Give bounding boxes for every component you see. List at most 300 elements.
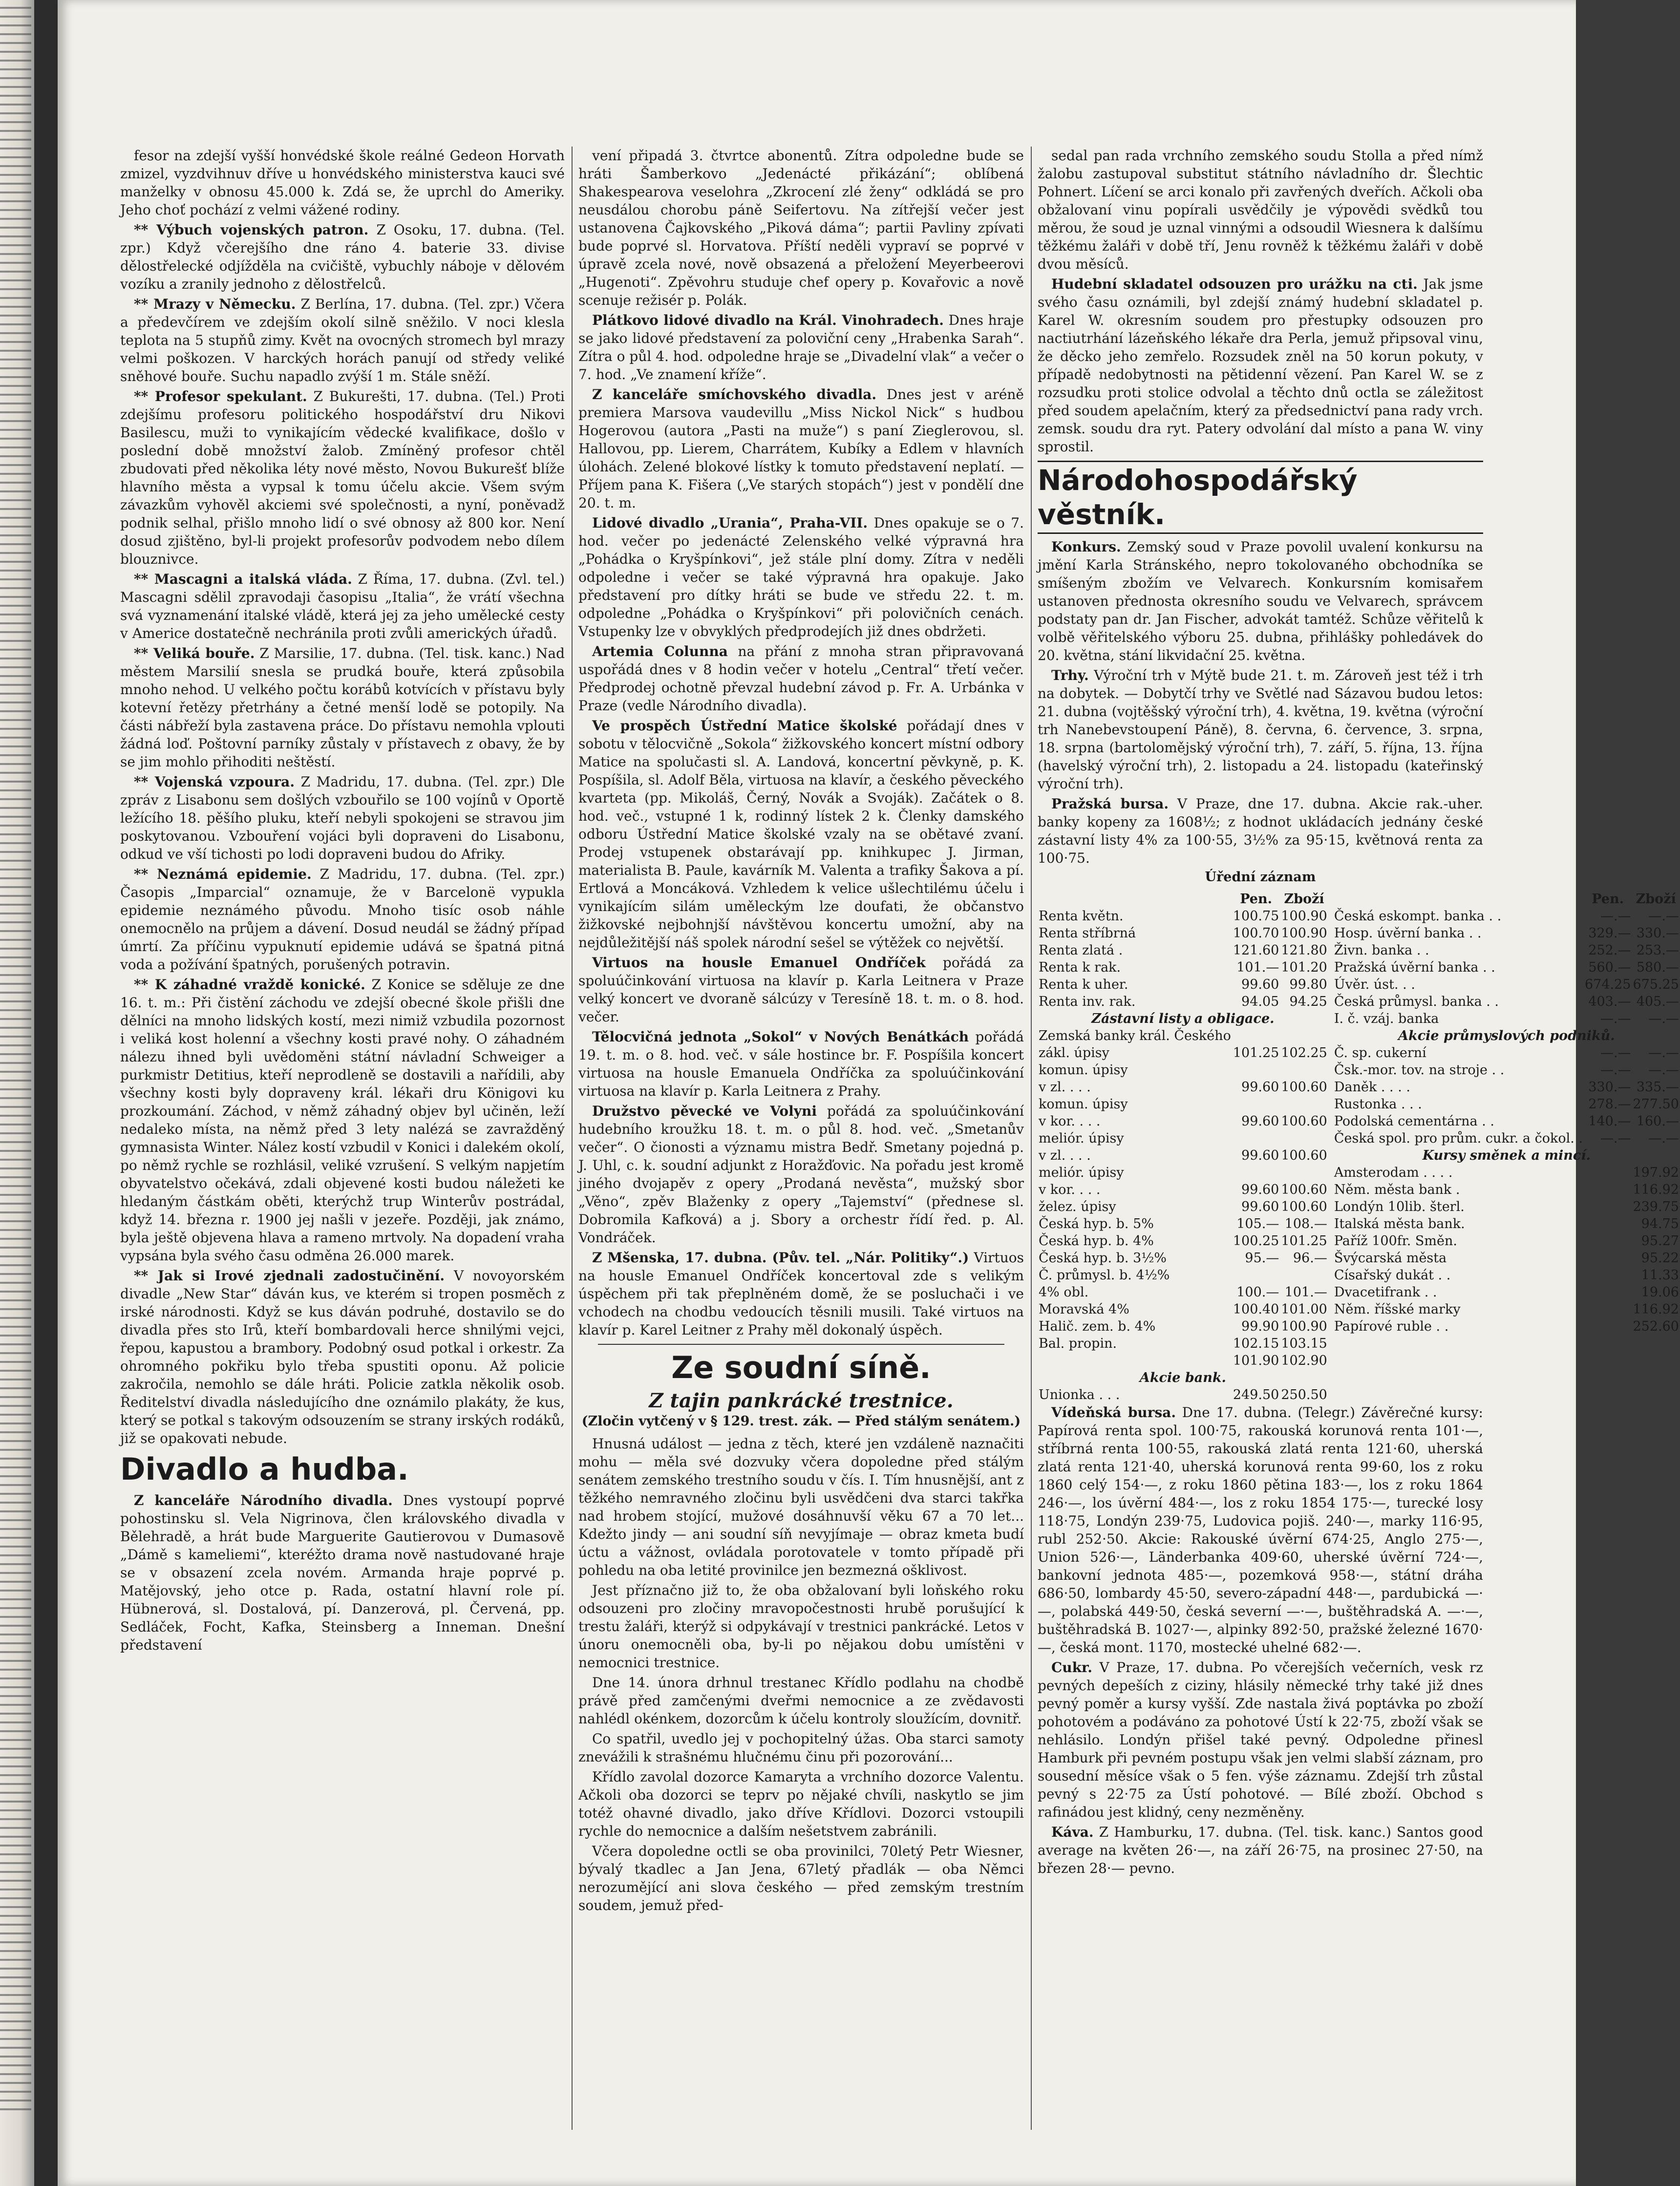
bursa-category: Zástavní listy a obligace. bbox=[1091, 1011, 1275, 1026]
previous-page-text-line bbox=[0, 913, 31, 914]
article-paragraph bbox=[1038, 1823, 1483, 1877]
bursa-tables bbox=[1038, 891, 1679, 1403]
newspaper-page bbox=[58, 0, 1679, 2186]
bursa-cell-zbozi: 116.92 bbox=[1633, 1182, 1679, 1197]
previous-page-text-line bbox=[0, 200, 31, 202]
bursa-header-row bbox=[1038, 891, 1328, 908]
previous-page-text-line bbox=[0, 745, 31, 747]
previous-page-text-line bbox=[0, 1880, 31, 1882]
previous-page-text-line bbox=[0, 42, 31, 44]
bursa-cell-name: Zemská banky král. Českého bbox=[1039, 1028, 1231, 1043]
previous-page-text-line bbox=[0, 1792, 31, 1794]
paragraph-text: Zemský soud v Praze povolil uvalení konkursu na jmění Karla Stránského, nepro tokolovaného obchodníka se smíšeným zbožím ve Velvarech. Konkursním komisařem ustanoven přednosta okresního soudu ve Velvarech, správcem podstaty pan dr. Jan Fischer, advokát tamtéž. Schůze věřitelů k volbě věřitelského výboru 25. dubna, přihlášky pohledávek do 20. května, stání likvidační 25. května. bbox=[1038, 539, 1483, 663]
bursa-cell-zbozi bbox=[1280, 1164, 1328, 1181]
bursa-cell-pen: 100.— bbox=[1236, 1285, 1279, 1300]
bursa-cell-pen: 95.— bbox=[1245, 1251, 1279, 1266]
bursa-cell-name: Pražská úvěrní banka . . bbox=[1334, 960, 1495, 975]
bursa-row bbox=[1038, 1352, 1328, 1369]
previous-page-text-line bbox=[0, 394, 31, 396]
bursa-cell-name: Renta zlatá . bbox=[1039, 943, 1123, 958]
bursa-row bbox=[1333, 942, 1680, 959]
bursa-cell-name: Něm. říšské marky bbox=[1334, 1302, 1461, 1317]
previous-page-text-line bbox=[0, 1308, 31, 1310]
previous-page-text-line bbox=[0, 1132, 31, 1134]
bursa-cell-pen bbox=[1584, 1164, 1632, 1181]
bursa-row bbox=[1038, 1061, 1328, 1079]
previous-page-text-line bbox=[0, 948, 31, 950]
bursa-cell-name bbox=[1038, 1352, 1232, 1369]
previous-page-text-line bbox=[0, 1273, 31, 1275]
bursa-cell-pen: 674.25 bbox=[1584, 977, 1631, 992]
article-paragraph: Hnusná událost — jedna z těch, které jen vzdáleně naznačiti mohu — měla své dozvuky včera dopoledne před stálým senátem zemského trestního soudu v čís. I. Tím hnusnější, ant z těžkého nemravného zločinu byli usvědčeni dva starci takřka nad hrobem stojící, mužové dosáhnuvší věku 67 a 70 let... Kdežto jindy — ani soudní síň nevyjímaje — obraz kmeta budí úctu a vážnost, ovládala porotovatele v tomto případě při pohledu na oba letité provinilce jen bezmezná ošklivost. bbox=[578, 1436, 1024, 1578]
bursa-cell-name: Podolská cementárna . . bbox=[1334, 1114, 1494, 1129]
paragraph-lead: Hudební skladatel odsouzen pro urážku na cti. bbox=[1051, 276, 1418, 292]
paragraph-text: Z Madridu, 17. dubna. (Tel. zpr.) Dle zpráv z Lisabonu sem došlých vzbouřilo se 100 vojínů v Oportě ležícího 18. pěšího pluku, kteří nebyli spokojeni se stravou jim poskytovanou. Vzbouření vojáci byli dopraveni do Lisabonu, odkud ve vší tichosti po lodi dopraveni budou do Afriky. bbox=[120, 774, 565, 862]
previous-page-text-line bbox=[0, 446, 31, 448]
previous-page-text-line bbox=[0, 1625, 31, 1627]
previous-page-text-line bbox=[0, 1590, 31, 1592]
previous-page-text-line bbox=[0, 121, 31, 123]
previous-page-text-line bbox=[0, 1510, 31, 1512]
bursa-cell-zbozi: 94.25 bbox=[1289, 994, 1327, 1009]
bursa-cell-zbozi: 675.25 bbox=[1633, 977, 1679, 992]
paragraph-text: Z Říma, 17. dubna. (Zvl. tel.) Mascagni sdělil zpravodaji časopisu „Italia“, že vrátí všechna svá vyznamenání italské vládě, která jej za jeho umělecké cesty v Americe dostatečně nechránila proti zvůli amerických úřadů. bbox=[120, 571, 565, 641]
bursa-row bbox=[1038, 1232, 1328, 1250]
previous-page-text-line bbox=[0, 1607, 31, 1609]
previous-page-text-line bbox=[0, 1431, 31, 1433]
previous-page-text-line bbox=[0, 262, 31, 264]
previous-page-text-line bbox=[0, 490, 31, 492]
article-paragraph bbox=[120, 295, 565, 385]
previous-page-text-line bbox=[0, 781, 31, 783]
previous-page-text-line bbox=[0, 1502, 31, 1504]
previous-page-text-line bbox=[0, 1519, 31, 1521]
paragraph-text: na přání z mnoha stran připravovaná uspořádá dnes v 8 hodin večer v hotelu „Central“ třetí večer. Předprodej ochotně převzal hudební závod p. Fr. A. Urbánka v Praze (vedle Národního divadla). bbox=[578, 643, 1024, 714]
bursa-row bbox=[1038, 1027, 1328, 1044]
previous-page-text-line bbox=[0, 1774, 31, 1776]
paragraph-text: Z Hamburku, 17. dubna. (Tel. tisk. kanc.) Santos good average na květen 26·—, na září 26·75, na prosinec 27·50, na březen 28·— pevno. bbox=[1038, 1824, 1483, 1876]
previous-page-text-line bbox=[0, 1572, 31, 1574]
bursa-cell-name: Dvacetifrank . . bbox=[1334, 1285, 1437, 1300]
article-paragraph bbox=[1038, 1658, 1483, 1821]
bursa-cell-name: Moravská 4% bbox=[1039, 1302, 1129, 1317]
previous-page-text-line bbox=[0, 886, 31, 888]
bursa-cell-pen: 99.60 bbox=[1241, 1182, 1279, 1197]
bursa-cell-zbozi bbox=[1280, 1027, 1328, 1044]
previous-page-text-line bbox=[0, 1669, 31, 1671]
bursa-cell-pen: 330.— bbox=[1588, 1080, 1631, 1095]
paragraph-lead: ** Mascagni a italská vláda. bbox=[134, 571, 352, 587]
bursa-row bbox=[1038, 1198, 1328, 1215]
previous-page-text-line bbox=[0, 1264, 31, 1266]
paragraph-text: Z Berlína, 17. dubna. (Tel. zpr.) Včera a předevčírem ve zdejším okolí silně sněžilo. V noci klesla teplota na 5 stupňů zimy. Květ na ovocných stromech byl mrazy velmi poškozen. V harckých horách panují od středy veliké sněhové bouře. Suchu napadlo zvýší 1 m. Stále sněží. bbox=[120, 296, 565, 384]
bursa-cell-pen bbox=[1584, 1267, 1632, 1284]
previous-page-text-line bbox=[0, 701, 31, 703]
previous-page-text-line bbox=[0, 772, 31, 774]
previous-page-text-line bbox=[0, 534, 31, 536]
article-paragraph bbox=[120, 644, 565, 771]
bursa-cell-name: Č. sp. cukerní bbox=[1334, 1045, 1426, 1061]
bursa-cell-name: Císařský dukát . . bbox=[1334, 1268, 1451, 1283]
paragraph-lead: Vídeňská bursa. bbox=[1051, 1404, 1176, 1421]
previous-page-text-line bbox=[0, 1449, 31, 1451]
previous-page-text-line bbox=[0, 877, 31, 879]
bursa-cell-pen: —.— bbox=[1600, 909, 1631, 924]
article-paragraph bbox=[1038, 147, 1483, 273]
previous-page-text-line bbox=[0, 156, 31, 158]
bursa-cell-name: Něm. města bank . bbox=[1334, 1182, 1460, 1197]
bursa-row bbox=[1038, 1318, 1328, 1335]
paragraph-lead: Konkurs. bbox=[1051, 539, 1121, 555]
previous-page-text-line bbox=[0, 869, 31, 870]
bursa-cell-zbozi: 100.60 bbox=[1281, 1199, 1327, 1214]
paragraph-lead: Družstvo pěvecké ve Volyni bbox=[592, 1103, 817, 1119]
previous-page-text-line bbox=[0, 2082, 31, 2084]
article-title: Z tajin pankrácké trestnice. bbox=[649, 1389, 954, 1412]
previous-page-text-line bbox=[0, 895, 31, 897]
previous-page-text-line bbox=[0, 1115, 31, 1117]
bursa-cell-name: Česká spol. pro prům. cukr. a čokol. . bbox=[1334, 1131, 1583, 1146]
previous-page-text-line bbox=[0, 1660, 31, 1662]
bursa-cell-zbozi: 121.80 bbox=[1281, 943, 1327, 958]
previous-page-text-line bbox=[0, 1053, 31, 1055]
previous-page-text-line bbox=[0, 1141, 31, 1143]
bursa-cell-pen: 252.— bbox=[1588, 943, 1631, 958]
previous-page-text-line bbox=[0, 1994, 31, 1996]
paragraph-text: Dnes opakuje se o 7. hod. večer po jedenácté Zelenského velké výpravná hra „Pohádka o Kryšpínkovi“, jež stále plní domy. Zítra v neděli odpoledne i večer se také výpravná hra opakuje. Jako představení pro dítky hráti se bude ve středu 22. t. m. odpoledne „Pohádka o Kryšpínkovi“ při polovičních cenách. Vstupenky lze v obvyklých předprodejích již dnes obdržeti. bbox=[578, 515, 1024, 639]
previous-page-text-line bbox=[0, 1801, 31, 1803]
section-title-economy: Národohospodářský věstník. bbox=[1038, 461, 1483, 534]
previous-page-text-line bbox=[0, 1757, 31, 1759]
previous-page-text-line bbox=[0, 306, 31, 308]
paragraph-lead: ** K záhadné vraždě konické. bbox=[134, 976, 365, 993]
previous-page-text-line bbox=[0, 1695, 31, 1697]
previous-page-text-line bbox=[0, 1704, 31, 1706]
article-paragraph bbox=[578, 1102, 1024, 1247]
previous-page-text-line bbox=[0, 1845, 31, 1846]
previous-page-text-line bbox=[0, 1370, 31, 1372]
paragraph-text: Dne 17. dubna. (Telegr.) Závěrečné kursy: Papírová renta spol. 100·75, rakouská korunová renta 101·—, stříbrná renta 100·55, rakouská zlatá renta 121·60, uherská zlatá renta 121·40, uherská korunová renta 99·60, los z roku 1860 celý 154·—, z roku 1860 pětina 183·—, los z roku 1864 246·—, los úvěrní 484·—, los z roku 1854 175·—, turecké losy 118·75, Londýn 239·75, Ludovica pojiš. 240·—, marky 116·95, rubl 252·50. Akcie: Rakouské úvěrní 674·25, Anglo 275·—, Union 526·—, Länderbanka 409·60, uherské úvěrní 724·—, bankovní jednota 485·—, pozemková 958·—, státní dráha 686·50, lombardy 45·50, severo-západní 448·—, pardubická —·—, polabská 449·50, česká severní —·—, buštěhradská A. —·—, buštěhradská B. 1027·—, alpinky 892·50, pražské železné 1670·—, česká mont. 1170, mostecké uhelné 682·—. bbox=[1038, 1404, 1483, 1655]
article-paragraph bbox=[120, 570, 565, 642]
bursa-column-header: Zboží bbox=[1284, 891, 1324, 907]
paragraph-lead: Pražská bursa. bbox=[1051, 796, 1169, 812]
paragraph-lead: Ve prospěch Ústřední Matice školské bbox=[592, 718, 897, 734]
previous-page-text-line bbox=[0, 2038, 31, 2040]
bursa-cell-name: Renta stříbrná bbox=[1039, 926, 1136, 941]
bursa-row bbox=[1333, 1044, 1680, 1061]
previous-page-text-line bbox=[0, 482, 31, 484]
bursa-row bbox=[1038, 976, 1328, 993]
bursa-cell-pen: 99.60 bbox=[1241, 1080, 1279, 1095]
paragraph-text: Dnes vystoupí poprvé pohostinsku sl. Vela Nigrinova, člen královského divadla v Bělehradě, a hrát bude Marguerite Gautierovou v Dumasově „Dámě s kameliemi“, kteréžto drama nově nastudované hraje se v obsazení zcela novém. Armanda hraje poprvé p. Matějovský, jeho otce p. Rada, ostatní hlavní role pí. Hübnerová, sl. Dostalová, pí. Danzerová, pl. Červená, pp. Sedláček, Focht, Kafka, Steinsberg a Inneman. Dnešní představení bbox=[120, 1492, 565, 1653]
bursa-cell-zbozi bbox=[1280, 1130, 1328, 1147]
previous-page-text-line bbox=[0, 578, 31, 580]
bursa-cell-pen: 99.60 bbox=[1241, 1199, 1279, 1214]
bursa-cell-zbozi: 100.90 bbox=[1281, 1319, 1327, 1334]
previous-page-text-line bbox=[0, 807, 31, 809]
previous-page-edge bbox=[0, 0, 34, 2186]
bursa-row bbox=[1333, 1147, 1680, 1164]
previous-page-text-line bbox=[0, 244, 31, 246]
bursa-cell-zbozi: 405.— bbox=[1636, 994, 1679, 1009]
previous-page-text-line bbox=[0, 1827, 31, 1829]
previous-page-text-line bbox=[0, 1836, 31, 1838]
previous-page-text-line bbox=[0, 710, 31, 712]
paragraph-text: Dnes hraje se jako lidové představení za poloviční ceny „Hrabenka Sarah“. Zítra o půl 4. hod. odpoledne hraje se „Divadelní vlak“ a večer o 7. hod. „Ve znamení kříže“. bbox=[578, 312, 1024, 382]
divider bbox=[598, 1344, 1004, 1345]
bursa-cell-zbozi: 11.33 bbox=[1641, 1268, 1679, 1283]
bursa-row bbox=[1038, 993, 1328, 1010]
previous-page-text-line bbox=[0, 1642, 31, 1644]
bursa-cell-name: Živn. banka . . bbox=[1334, 943, 1429, 958]
bursa-cell-pen bbox=[1584, 1215, 1632, 1232]
previous-page-text-line bbox=[0, 1211, 31, 1213]
article-paragraph: Co spatřil, uvedlo jej v pochopitelný úžas. Oba starci samoty znevážili k strašnému hlučnému činu při pozorování... bbox=[578, 1731, 1024, 1765]
paragraph-text: V Praze, dne 17. dubna. Akcie rak.-uher. banky kopeny za 1608½; z hodnot ukládacích jednány české zástavní listy 4% za 100·55, 3½% za 95·15, květnová renta za 100·75. bbox=[1038, 796, 1483, 866]
bursa-cell-name: 4% obl. bbox=[1039, 1285, 1089, 1300]
previous-page-text-line bbox=[0, 1194, 31, 1196]
previous-page-text-line bbox=[0, 1291, 31, 1293]
bursa-cell-zbozi: 101.25 bbox=[1281, 1233, 1327, 1249]
previous-page-text-line bbox=[0, 1009, 31, 1011]
bursa-table-right bbox=[1333, 891, 1680, 1335]
article-paragraph bbox=[578, 147, 1024, 309]
paragraph-text: V novoyorském divadle „New Star“ dáván kus, ve kterém si tropen posměch z irské národnosti. Když se kus dáván podruhé, dostavilo se do divadla přes sto Irů, kteří bombardovali herce shnilými vejci, řepou, kapustou a brambory. Podobný osud potkal i orkestr. Za ohromného pokřiku bylo třeba spustiti oponu. Až policie zakročila, nemohlo se dále hráti. Policie zatkla několik osob. Ředitelství divadla následujícího dne oznámilo plakáty, že kus, který se potkal s takovým odsouzením se strany irských rodáků, již se opakovati nebude. bbox=[120, 1268, 565, 1446]
bursa-cell-pen: 102.15 bbox=[1233, 1336, 1279, 1351]
previous-page-text-line bbox=[0, 438, 31, 440]
bursa-cell-pen: 99.60 bbox=[1241, 1114, 1279, 1129]
bursa-row bbox=[1038, 1010, 1328, 1027]
previous-page-text-line bbox=[0, 561, 31, 563]
previous-page-text-line bbox=[0, 1528, 31, 1530]
bursa-cell-pen bbox=[1584, 1284, 1632, 1301]
bursa-column-header bbox=[1038, 891, 1232, 908]
previous-page-text-line bbox=[0, 1255, 31, 1257]
previous-page-text-line bbox=[0, 1853, 31, 1855]
bursa-row bbox=[1333, 1164, 1680, 1181]
bursa-cell-zbozi: 116.92 bbox=[1633, 1302, 1679, 1317]
previous-page-text-line bbox=[0, 552, 31, 554]
bursa-cell-pen: 140.— bbox=[1588, 1114, 1631, 1129]
bursa-row bbox=[1333, 1181, 1680, 1198]
article-subtitle: (Zločin vytčený v § 129. trest. zák. — Před stálým senátem.) bbox=[581, 1414, 1021, 1429]
bursa-row bbox=[1038, 1079, 1328, 1096]
bursa-cell-name: komun. úpisy bbox=[1039, 1097, 1128, 1112]
previous-page-text-line bbox=[0, 341, 31, 343]
bursa-cell-zbozi: 95.22 bbox=[1641, 1251, 1679, 1266]
article-paragraph bbox=[120, 1491, 565, 1654]
previous-page-text-line bbox=[0, 1677, 31, 1679]
bursa-cell-zbozi: 99.80 bbox=[1289, 977, 1327, 992]
previous-page-text-line bbox=[0, 411, 31, 413]
previous-page-text-line bbox=[0, 1730, 31, 1732]
bursa-cell-name: Daněk . . . . bbox=[1334, 1080, 1410, 1095]
bursa-cell-zbozi: 160.— bbox=[1636, 1114, 1679, 1129]
bursa-cell-name: Unionka . . . bbox=[1039, 1387, 1120, 1402]
article-paragraph bbox=[1038, 666, 1483, 793]
bursa-cell-zbozi: 103.15 bbox=[1281, 1336, 1327, 1351]
previous-page-text-line bbox=[0, 2003, 31, 2005]
previous-page-text-line bbox=[0, 1616, 31, 1618]
previous-page-text-line bbox=[0, 1361, 31, 1363]
bursa-row bbox=[1038, 1096, 1328, 1113]
paragraph-text: V Praze, 17. dubna. Po včerejších večerních, vesk rz pevných depeších z ciziny, hlásily německé trhy také již dnes pevný poměr a kursy vyšší. Zde nastala živá poptávka po zboží pohotovém a podáváno za pohotové Ústí k 22·75, zboží však se nehlásilo. Londýn přišel také pevný. Odpoledne přinesl Hamburk při pevném postupu však jen velmi slabší záznam, pro sousední měsíce však o 5 fen. výše záznamu. Zdejší trh zůstal pevný s 22·75 za Ústí pohotové. — Bílé zboží. Obchod s rafinádou jest klidný, ceny nezměněny. bbox=[1038, 1659, 1484, 1820]
previous-page-text-line bbox=[0, 429, 31, 431]
bursa-row bbox=[1038, 1369, 1328, 1386]
previous-page-text-line bbox=[0, 1976, 31, 1978]
bursa-cell-zbozi: 335.— bbox=[1636, 1080, 1679, 1095]
previous-page-text-line bbox=[0, 1106, 31, 1108]
paragraph-lead: ** Jak si Irové zjednali zadostučinění. bbox=[134, 1268, 445, 1284]
article-paragraph bbox=[578, 1249, 1024, 1339]
previous-page-text-line bbox=[0, 1950, 31, 1952]
previous-page-text-line bbox=[0, 191, 31, 193]
previous-page-text-line bbox=[0, 1598, 31, 1600]
article-paragraph bbox=[578, 385, 1024, 512]
bursa-row bbox=[1333, 925, 1680, 942]
previous-page-text-line bbox=[0, 860, 31, 862]
previous-page-text-line bbox=[0, 1458, 31, 1460]
article-paragraph bbox=[120, 147, 565, 219]
bursa-cell-pen bbox=[1232, 1130, 1280, 1147]
previous-page-text-line bbox=[0, 1634, 31, 1635]
column-rule bbox=[572, 147, 573, 2130]
previous-page-text-line bbox=[0, 473, 31, 475]
previous-page-text-line bbox=[0, 1018, 31, 1020]
bursa-row bbox=[1038, 1181, 1328, 1198]
article-paragraph bbox=[578, 717, 1024, 952]
previous-page-text-line bbox=[0, 1537, 31, 1539]
previous-page-text-line bbox=[0, 658, 31, 659]
bursa-row bbox=[1038, 1215, 1328, 1232]
paragraph-text: Jak jsme svého času oznámili, byl zdejší známý hudební skladatel p. Karel W. okresním soudem pro přestupky odsouzen pro nactiutrhání lázeňského lékaře dra Perla, jemuž připsoval vinu, že děcko jeho zemřelo. Rozsudek zněl na 50 korun pokuty, v případě nedobytnosti na pětidenní vězení. Pan Karel W. se z rozsudku proti stolice odvolal a těchto dnů octla se záležitost před soudem apelačním, který za předsednictví pana rady vrch. zemsk. soudu dra ryt. Patery odvolání dal místo a pana W. viny sprostil. bbox=[1038, 276, 1483, 455]
previous-page-text-line bbox=[0, 543, 31, 545]
bursa-cell-pen bbox=[1232, 1267, 1280, 1284]
bursa-row bbox=[1333, 1198, 1680, 1215]
previous-page-text-line bbox=[0, 376, 31, 378]
article-paragraph bbox=[120, 976, 565, 1265]
bursa-cell-pen bbox=[1584, 1181, 1632, 1198]
previous-page-text-line bbox=[0, 1159, 31, 1161]
previous-page-text-line bbox=[0, 842, 31, 844]
bursa-row bbox=[1333, 959, 1680, 976]
bursa-row bbox=[1038, 1267, 1328, 1284]
previous-page-text-line bbox=[0, 1651, 31, 1653]
page-content bbox=[120, 147, 1679, 2140]
previous-page-text-line bbox=[0, 209, 31, 211]
bursa-cell-name: želez. úpisy bbox=[1039, 1199, 1116, 1214]
bursa-cell-pen: 560.— bbox=[1588, 960, 1631, 975]
previous-page-text-line bbox=[0, 684, 31, 686]
paragraph-lead: Virtuos na housle Emanuel Ondříček bbox=[592, 955, 926, 971]
bursa-row bbox=[1038, 959, 1328, 976]
article-paragraph bbox=[120, 865, 565, 974]
previous-page-text-line bbox=[0, 1871, 31, 1873]
previous-page-text-line bbox=[0, 693, 31, 695]
previous-page-text-line bbox=[0, 1686, 31, 1688]
paragraph-text: Z Bukurešti, 17. dubna. (Tel.) Proti zdejšímu profesoru politického hospodářství dru Nikovi Basilescu, muži to vynikajícím vědecké kvalifikace, došlo v poslední době množství žalob. Zmíněný profesor chtěl zbudovati před několika léty nové město, Novou Bukurešť blíže hlavního města a vypsal k tomu účelu akcie. Všem svým závazkům vyhověl akciemi své společnosti, a nyní, poněvadž podnik selhal, přišlo mnoho lidí o své obnosy až 800 kor. Není dosud zjištěno, byl-li projekt profesorův podvodem nebo dílem blouznivce. bbox=[120, 388, 565, 567]
previous-page-text-line bbox=[0, 631, 31, 633]
column-rule bbox=[1031, 147, 1032, 2130]
bursa-cell-name: v kor. . . . bbox=[1039, 1182, 1101, 1197]
previous-page-text-line bbox=[0, 1405, 31, 1407]
paragraph-lead: Z kanceláře smíchovského divadla. bbox=[592, 386, 877, 403]
previous-page-text-line bbox=[0, 789, 31, 791]
bursa-cell-zbozi: 94.75 bbox=[1641, 1216, 1679, 1231]
previous-page-text-line bbox=[0, 7, 31, 9]
bursa-cell-pen: 403.— bbox=[1588, 994, 1631, 1009]
bursa-cell-zbozi: 239.75 bbox=[1633, 1199, 1679, 1214]
column-3 bbox=[1038, 147, 1679, 2125]
previous-page-text-line bbox=[0, 1097, 31, 1099]
previous-page-text-line bbox=[0, 1124, 31, 1125]
previous-page-text-line bbox=[0, 1493, 31, 1495]
bursa-cell-name: Čsk.-mor. tov. na stroje . . bbox=[1334, 1062, 1505, 1078]
bursa-cell-name: Česká hyp. b. 5% bbox=[1039, 1216, 1154, 1231]
previous-page-text-line bbox=[0, 2064, 31, 2066]
bursa-cell-pen: 100.70 bbox=[1233, 926, 1279, 941]
section-title-court: Ze soudní síně. bbox=[671, 1350, 931, 1385]
previous-page-text-line bbox=[0, 174, 31, 176]
bursa-cell-pen: —.— bbox=[1600, 1045, 1631, 1061]
bursa-row bbox=[1038, 1284, 1328, 1301]
article-paragraph bbox=[578, 1028, 1024, 1100]
previous-page-text-line bbox=[0, 1062, 31, 1064]
previous-page-text-line bbox=[0, 499, 31, 501]
previous-page-text-line bbox=[0, 2056, 31, 2058]
previous-page-text-line bbox=[0, 675, 31, 677]
previous-page-text-line bbox=[0, 183, 31, 185]
bursa-cell-zbozi bbox=[1280, 1061, 1328, 1079]
bursa-cell-pen bbox=[1584, 1250, 1632, 1267]
previous-page-text-line bbox=[0, 1915, 31, 1917]
bursa-row bbox=[1333, 1113, 1680, 1130]
paragraph-text: Z Osoku, 17. dubna. (Tel. zpr.) Když včerejšího dne ráno 4. baterie 33. divise dělostřelecké odjížděla na cvičiště, vybuchly náboje v dělovém vozíku a zranily jednoho z dělostřelců. bbox=[120, 222, 565, 292]
previous-page-text-line bbox=[0, 798, 31, 800]
bursa-row bbox=[1038, 1164, 1328, 1181]
bursa-cell-name: Renta k uher. bbox=[1039, 977, 1128, 992]
bursa-cell-zbozi: —.— bbox=[1648, 1011, 1679, 1026]
bursa-row bbox=[1038, 1301, 1328, 1318]
bursa-cell-name: v kor. . . . bbox=[1039, 1114, 1101, 1129]
previous-page-text-line bbox=[0, 1546, 31, 1548]
previous-page-text-line bbox=[0, 1352, 31, 1354]
bursa-row bbox=[1038, 908, 1328, 925]
paragraph-lead: ** Mrazy v Německu. bbox=[134, 296, 296, 312]
previous-page-text-line bbox=[0, 68, 31, 70]
paragraph-lead: ** Veliká bouře. bbox=[134, 645, 255, 661]
previous-page-text-line bbox=[0, 526, 31, 528]
previous-page-text-line bbox=[0, 16, 31, 18]
paragraph-lead: Káva. bbox=[1051, 1824, 1094, 1840]
bursa-category: Akcie průmyslových podniků. bbox=[1398, 1028, 1615, 1043]
bursa-cell-pen bbox=[1232, 1027, 1280, 1044]
paragraph-text: pořádají dnes v sobotu v tělocvičně „Sokola“ žižkovského koncert místní odbory Matice na spolučasti sl. A. Landová, koncertní pěvkyně, p. K. Pospíšila, sl. Adolf Běla, virtuosa na klavír, a českého pěveckého kvarteta (pp. Mikoláš, Černý, Novák a Svoják). Začátek o 8. hod. več., vstupné 1 k, rodinný lístek 2 k. Členky damského odboru Ústřední Matice školské vzaly na se obětavé zvaní. Prodej vstupenek obstarávají pp. knihkupec J. Jirman, materialista B. Paule, kavárník M. Valenta a trafiky Šakova a pí. Ertlová a Moncáková. Vzhledem k velice ušlechtilému účelu i vynikajícím silám uměleckým lze doufati, že občanstvo žižkovské nejbohnjší návštěvou koncertu umožní, aby na nejdůležitější náš spolek národní sešel se výtěžek co největší. bbox=[578, 718, 1024, 951]
bursa-cell-name: Č. průmysl. b. 4½% bbox=[1039, 1268, 1170, 1283]
previous-page-text-line bbox=[0, 1414, 31, 1416]
previous-page-text-line bbox=[0, 728, 31, 730]
previous-page-text-line bbox=[0, 1466, 31, 1468]
bursa-cell-zbozi: 108.— bbox=[1284, 1216, 1327, 1231]
bursa-header: Úřední záznam bbox=[1205, 870, 1316, 885]
bursa-row bbox=[1333, 1301, 1680, 1318]
previous-page-text-line bbox=[0, 2012, 31, 2014]
column-2 bbox=[578, 147, 1024, 2125]
bursa-row bbox=[1038, 1113, 1328, 1130]
previous-page-text-line bbox=[0, 1748, 31, 1750]
bursa-cell-zbozi: 101.00 bbox=[1281, 1302, 1327, 1317]
bursa-row bbox=[1333, 993, 1680, 1010]
